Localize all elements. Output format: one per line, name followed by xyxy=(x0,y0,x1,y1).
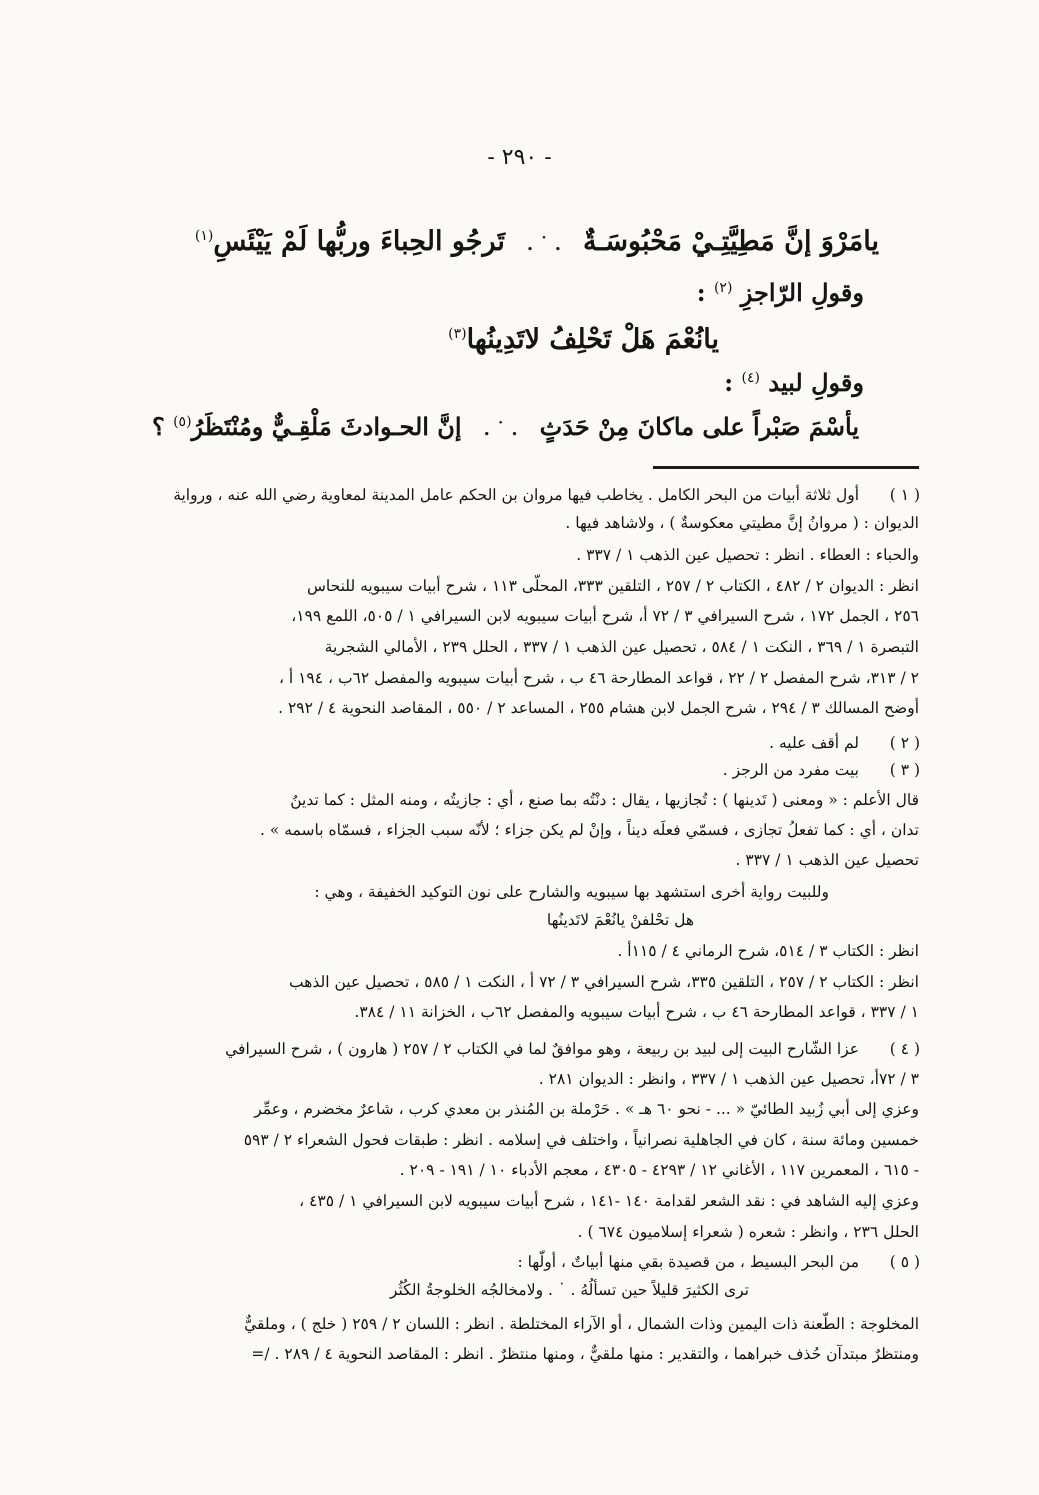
footnote-number-5: ( ٥ ) xyxy=(889,1253,920,1271)
footnote-3-line: انظر : الكتاب ٢ / ٢٥٧ ، التلقين ٣٣٥، شرح السيرافي ٣ / ٧٢ أ ، النكت ١ / ٥٨٥ ، تحصيل عين الذهب xyxy=(288,973,919,991)
footnote-5-line: المخلوجة : الطّعنة ذات اليمين وذات الشمال ، أو الآراء المختلطة . انظر : اللسان ٢ / ٢٥٩ ( خلج ) ، وملقيٌّ xyxy=(244,1315,919,1333)
footnote-number-1: ( ١ ) xyxy=(889,486,920,504)
footnote-1-line: ٢٥٦ ، الجمل ١٧٢ ، شرح السيرافي ٣ / ٧٢ أ، شرح أبيات سيبويه لابن السيرافي ١ / ٥٠٥، اللمع ١٩٩، xyxy=(291,607,919,625)
footnote-1-line: أوضح المسالك ٣ / ٢٩٤ ، شرح الجمل لابن هشام ٢٥٥ ، المساعد ٢ / ٥٥٠ ، المقاصد النحوية ٤ / ٢٩٢ . xyxy=(278,699,919,717)
footnote-1-line: انظر : الديوان ٢ / ٤٨٢ ، الكتاب ٢ / ٢٥٧ ، التلقين ٣٣٣، المحلّى ١١٣ ، شرح أبيات سيبويه للنحاس xyxy=(306,577,919,595)
footnote-number-4: ( ٤ ) xyxy=(889,1040,920,1058)
footnote-3-line: بيت مفرد من الرجز . xyxy=(722,761,859,779)
verse-1-separator: . ˙ . xyxy=(526,234,561,255)
verse-3 xyxy=(152,412,859,441)
footnote-3-line: وللبيت رواية أخرى استشهد بها سيبويه والشارح على نون التوكيد الخفيفة ، وهي : xyxy=(314,883,829,901)
intro-labid-colon: : xyxy=(724,368,734,397)
intro-labid xyxy=(724,368,864,397)
footnote-3-line: ١ / ٣٣٧ ، قواعد المطارحة ٤٦ ب ، شرح أبيات سيبويه والمفصل ٦٢ب ، الخزانة ١١ / ٣٨٤. xyxy=(354,1003,919,1021)
footnote-ref-2: (٢) xyxy=(713,280,733,296)
footnote-number-2: ( ٢ ) xyxy=(889,734,920,752)
verse-1-second-hemistich: تَرجُو الحِباءَ وربُّها لَمْ يَيْئَسِ xyxy=(213,226,505,257)
intro-rajiz-text: وقولِ الرّاجزِ xyxy=(740,278,864,307)
intro-labid-text: وقولِ لبيد xyxy=(768,368,864,397)
footnote-4-line: الحلل ٢٣٦ ، وانظر : شعره ( شعراء إسلاميون ٦٧٤ ) . xyxy=(577,1223,919,1241)
footnote-1-line: والحباء : العطاء . انظر : تحصيل عين الذهب ١ / ٣٣٧ . xyxy=(576,546,919,564)
footnote-ref-1: (١) xyxy=(194,228,214,244)
intro-rajiz-colon: : xyxy=(696,278,706,307)
footnote-separator-rule xyxy=(653,466,919,469)
footnote-ref-5: (٥) xyxy=(173,414,192,430)
footnote-5-line: من البحر البسيط ، من قصيدة بقي منها أبياتٌ ، أولّها : xyxy=(517,1253,859,1271)
footnote-3-line: هل تحْلفنْ يانُعْمَ لاتَدينُها xyxy=(546,911,694,929)
verse-3-second-hemistich: إنَّ الحـوادثَ مَلْقِـيٌّ ومُنْتَظَرُ xyxy=(191,412,462,441)
footnote-4-line: وعزي إلى أبي زُبيد الطائيّ « ... - نحو ٦٠ هـ » . حَرْملة بن المُنذر بن معدي كرب ، شاعرٌ مخضرم ، وعمِّر xyxy=(254,1100,919,1118)
footnote-5-line: ومنتظرٌ مبتدآن حُذف خبراهما ، والتقدير : منها ملقيٌّ ، ومنها منتظرٌ . انظر : المقاصد النحوية ٤ / ٢٨٩ . /= xyxy=(251,1345,919,1363)
footnote-2-line: لم أقف عليه . xyxy=(769,734,859,752)
footnote-1-line: ٢ / ٣١٣، شرح المفصل ٢ / ٢٢ ، قواعد المطارحة ٤٦ ب ، شرح أبيات سيبويه والمفصل ٦٢ب ، ١٩٤ أ ، xyxy=(278,669,919,687)
footnote-4-line: - ٦١٥ ، المعمرين ١١٧ ، الأغاني ١٢ / ٤٢٩٣ - ٤٣٠٥ ، معجم الأدباء ١٠ / ١٩١ - ٢٠٩ . xyxy=(399,1161,919,1179)
footnote-1-line: الديوان : ( مروانُ إنَّ مطيتي معكوسةٌ ) ، ولاشاهد فيها . xyxy=(565,514,919,532)
verse-3-question-mark: ؟ xyxy=(151,412,165,441)
footnote-3-line: تحصيل عين الذهب ١ / ٣٣٧ . xyxy=(735,851,919,869)
verse-2 xyxy=(448,324,719,355)
footnote-number-3: ( ٣ ) xyxy=(889,761,920,779)
verse-1-first-hemistich: يامَرْوَ إنَّ مَطِيَّتِـيْ مَحْبُوسَـةٌ xyxy=(583,226,879,257)
verse-2-text: يانُعْمَ هَلْ تَحْلِفُ لاتَدِينُها xyxy=(466,324,719,355)
verse-3-separator: . ˙ . xyxy=(483,419,518,440)
verse-3-first-hemistich: يأسْمَ صَبْراً على ماكانَ مِنْ حَدَثٍ xyxy=(539,412,859,441)
footnote-4-line: ٣ / ٧٢أ، تحصيل عين الذهب ١ / ٣٣٧ ، وانظر : الديوان ٢٨١ . xyxy=(538,1070,919,1088)
footnote-4-line: وعزي إليه الشاهد في : نقد الشعر لقدامة ١٤٠ -١٤١ ، شرح أبيات سيبويه لابن السيرافي ١ / ٤٣٥ ، xyxy=(299,1192,919,1210)
verse-1 xyxy=(195,226,879,257)
footnote-5-line: ترى الكثيرَ قليلاً حين تسألُهُ . ˙ . ولامخالجُه الخلوجةُ الكُثُر xyxy=(389,1281,749,1299)
footnote-1-line: أول ثلاثة أبيات من البحر الكامل . يخاطب فيها مروان بن الحكم عامل المدينة لمعاوية رضي الله عنه ، ورواية xyxy=(173,486,859,504)
footnote-ref-3: (٣) xyxy=(448,326,467,342)
footnote-1-line: التبصرة ١ / ٣٦٩ ، النكت ١ / ٥٨٤ ، تحصيل عين الذهب ١ / ٣٣٧ ، الحلل ٢٣٩ ، الأمالي الشجرية xyxy=(324,638,919,656)
footnote-3-line: تدان ، أي : كما تفعلُ تجازى ، فسمّي فعلَه ديناً ، وإنْ لم يكن جزاء ؛ لأنّه سبب الجزاء ، فسمّاه باسمه » . xyxy=(259,821,919,839)
page-number: - ٢٩٠ - xyxy=(487,145,552,170)
footnote-4-line: خمسين ومائة سنة ، كان في الجاهلية نصرانياً ، واختلف في إسلامه . انظر : طبقات فحول الشعراء ٢ / ٥٩٣ xyxy=(243,1131,919,1149)
footnote-4-line: عزا الشّارح البيت إلى لبيد بن ربيعة ، وهو موافقٌ لما في الكتاب ٢ / ٢٥٧ ( هارون ) ، شرح السيرافي xyxy=(225,1040,859,1058)
footnote-3-line: قال الأعلم : « ومعنى ( تَدينها ) : تُجازيها ، يقال : دنْتُه بما صنع ، أي : جازيتُه ، ومنه المثل : كما تدينُ xyxy=(290,791,919,809)
footnote-ref-4: (٤) xyxy=(741,370,760,386)
footnote-3-line: انظر : الكتاب ٣ / ٥١٤، شرح الرماني ٤ / ١١٥أ . xyxy=(617,942,919,960)
intro-rajiz xyxy=(697,278,864,307)
